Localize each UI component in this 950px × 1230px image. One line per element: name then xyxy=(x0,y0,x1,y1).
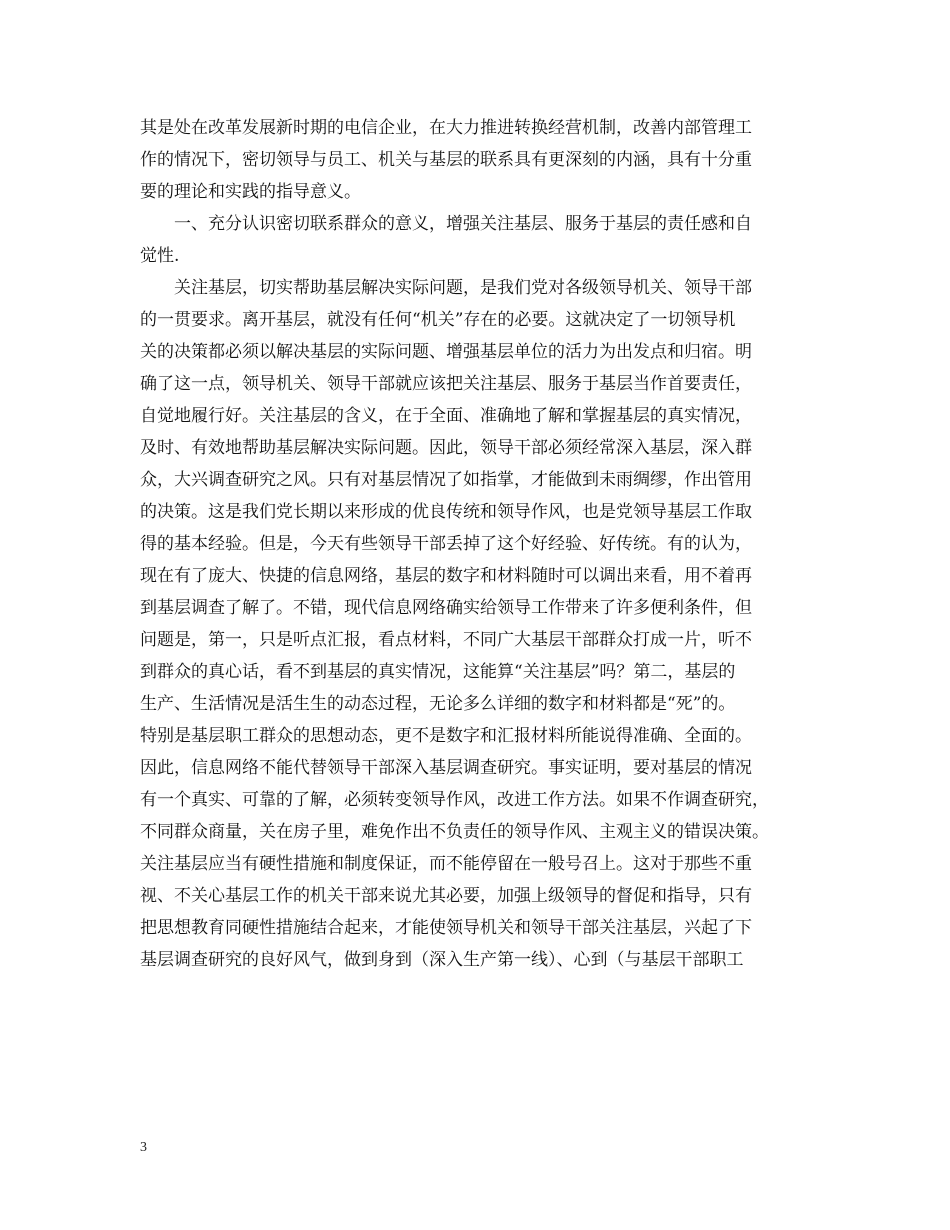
text-line: 现在有了庞大、快捷的信息网络，基层的数字和材料随时可以调出来看，用不着再 xyxy=(140,566,752,586)
text-line: 及时、有效地帮助基层解决实际问题。因此，领导干部必须经常深入基层，深入群 xyxy=(140,438,752,458)
text-line: 问题是，第一，只是听点汇报，看点材料，不同广大基层干部群众打成一片，听不 xyxy=(140,630,752,650)
text-line: 的决策。这是我们党长期以来形成的优良传统和领导作风，也是党领导基层工作取 xyxy=(140,502,752,522)
text-line: 得的基本经验。但是，今天有些领导干部丢掉了这个好经验、好传统。有的认为， xyxy=(140,534,752,554)
text-line: 到基层调查了解了。不错，现代信息网络确实给领导工作带来了许多便利条件，但 xyxy=(140,598,752,618)
text-line: 关的决策都必须以解决基层的实际问题、增强基层单位的活力为出发点和归宿。明 xyxy=(140,342,752,362)
text-line: 作的情况下，密切领导与员工、机关与基层的联系具有更深刻的内涵，具有十分重 xyxy=(140,150,752,170)
text-line: 基层调查研究的良好风气，做到身到（深入生产第一线）、心到（与基层干部职工 xyxy=(140,950,744,970)
body-text xyxy=(140,112,830,976)
text-line: 确了这一点，领导机关、领导干部就应该把关注基层、服务于基层当作首要责任， xyxy=(140,374,752,394)
section-heading-line: 觉性. xyxy=(140,246,180,266)
text-line: 其是处在改革发展新时期的电信企业，在大力推进转换经营机制，改善内部管理工 xyxy=(140,118,752,138)
page-number: 3 xyxy=(140,1140,147,1155)
text-line: 要的理论和实践的指导意义。 xyxy=(140,182,361,202)
text-line: 众，大兴调查研究之风。只有对基层情况了如指掌，才能做到未雨绸缪，作出管用 xyxy=(140,470,752,490)
text-line: 自觉地履行好。关注基层的含义，在于全面、准确地了解和掌握基层的真实情况， xyxy=(140,406,752,426)
section-heading-line: 一、充分认识密切联系群众的意义，增强关注基层、服务于基层的责任感和自 xyxy=(174,214,752,234)
text-line: 不同群众商量，关在房子里，难免作出不负责任的领导作风、主观主义的错误决策。 xyxy=(140,822,769,842)
text-line: 有一个真实、可靠的了解，必须转变领导作风，改进工作方法。如果不作调查研究， xyxy=(140,790,769,810)
text-line: 特别是基层职工群众的思想动态，更不是数字和汇报材料所能说得准确、全面的。 xyxy=(140,726,752,746)
text-line: 关注基层应当有硬性措施和制度保证，而不能停留在一般号召上。这对于那些不重 xyxy=(140,854,752,874)
text-line: 的一贯要求。离开基层，就没有任何“机关”存在的必要。这就决定了一切领导机 xyxy=(140,310,736,330)
paragraph-start-line: 关注基层，切实帮助基层解决实际问题，是我们党对各级领导机关、领导干部 xyxy=(174,278,752,298)
text-line: 因此，信息网络不能代替领导干部深入基层调查研究。事实证明，要对基层的情况 xyxy=(140,758,752,778)
text-line: 到群众的真心话，看不到基层的真实情况，这能算“关注基层”吗？第二，基层的 xyxy=(140,662,736,682)
text-line: 把思想教育同硬性措施结合起来，才能使领导机关和领导干部关注基层，兴起了下 xyxy=(140,918,752,938)
text-line: 视、不关心基层工作的机关干部来说尤其必要，加强上级领导的督促和指导，只有 xyxy=(140,886,752,906)
text-line: 生产、生活情况是活生生的动态过程，无论多么详细的数字和材料都是“死”的。 xyxy=(140,694,736,714)
